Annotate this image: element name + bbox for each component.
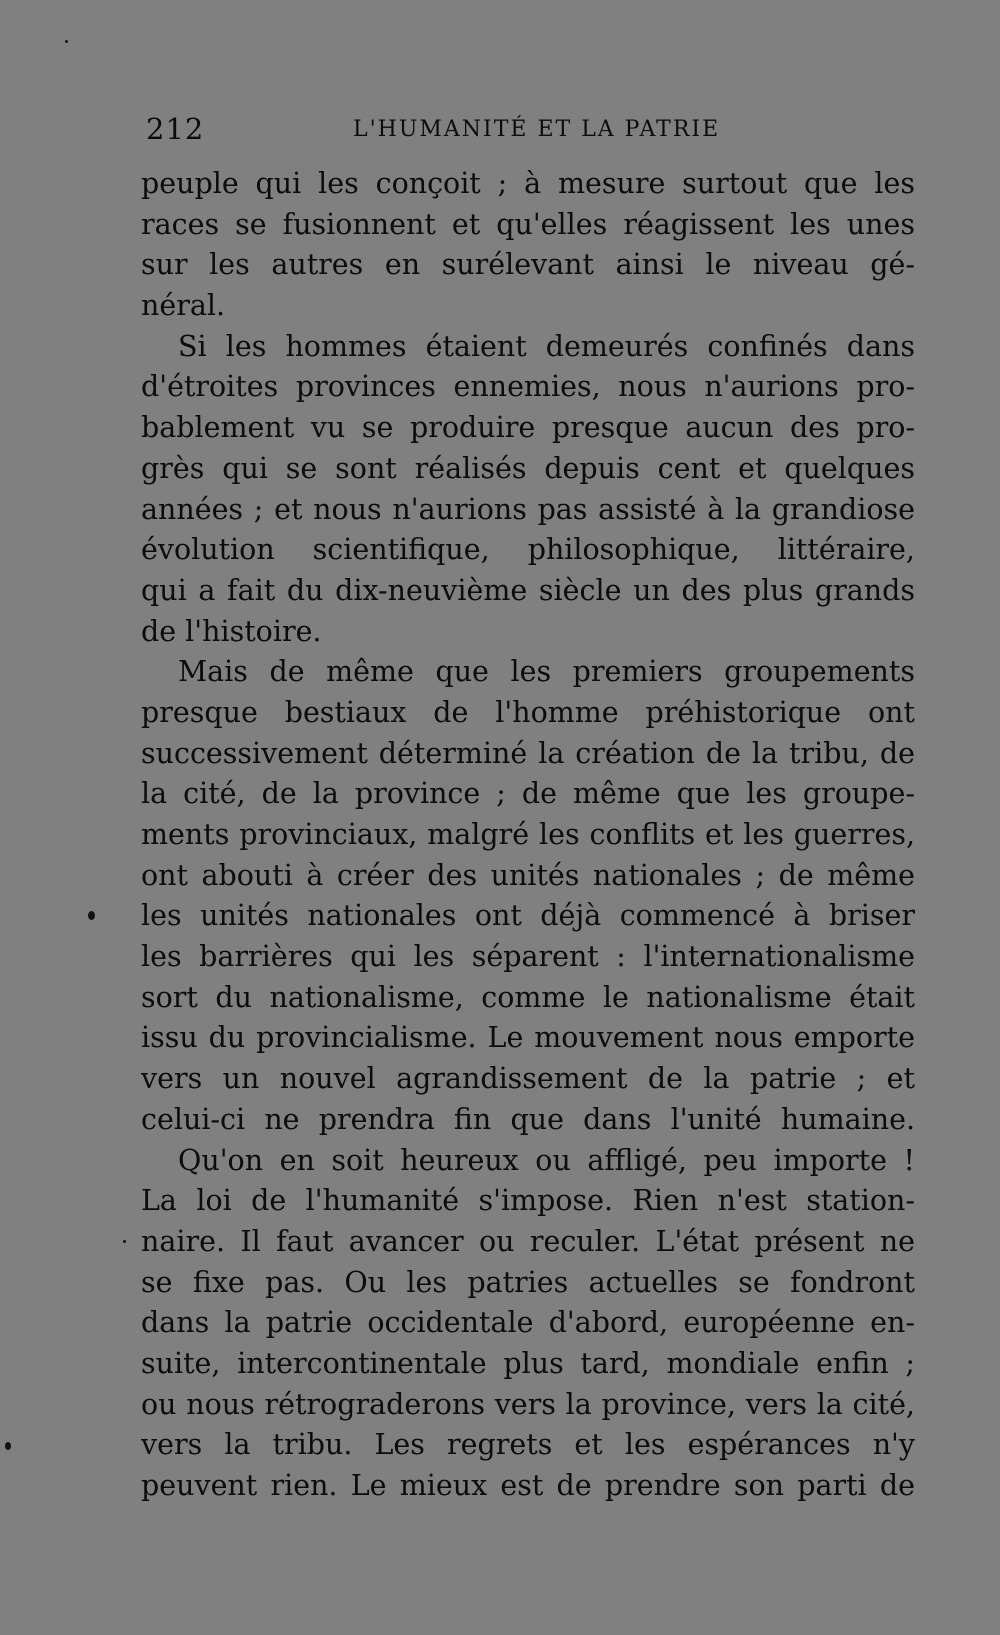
text-line: presque bestiaux de l'homme préhistorique ont [141, 695, 915, 729]
text-line: Si les hommes étaient demeurés confinés dans [178, 329, 915, 363]
text-line: néral. [141, 289, 226, 323]
text-line: se fixe pas. Ou les patries actuelles se fondront [141, 1265, 915, 1299]
text-line: La loi de l'humanité s'impose. Rien n'est station- [141, 1184, 915, 1218]
text-line: successivement déterminé la création de la tribu, de [141, 736, 915, 770]
text-line: suite, intercontinentale plus tard, mondiale enfin ; [141, 1346, 915, 1380]
text-line: issu du provincialisme. Le mouvement nous emporte [141, 1021, 915, 1055]
page-number: 212 [146, 112, 205, 146]
text-line: sur les autres en surélevant ainsi le niveau gé- [141, 248, 915, 282]
text-line: ou nous rétrograderons vers la province, vers la cité, [141, 1387, 915, 1421]
text-line: vers la tribu. Les regrets et les espérances n'y [141, 1428, 915, 1462]
text-line: peuvent rien. Le mieux est de prendre son parti de [141, 1469, 915, 1502]
text-line: vers un nouvel agrandissement de la patrie ; et [141, 1062, 915, 1096]
text-line: les barrières qui les séparent : l'internationalisme [141, 940, 915, 974]
text-line: sort du nationalisme, comme le nationalisme était [141, 980, 915, 1014]
text-line: Mais de même que les premiers groupements [178, 655, 915, 689]
text-line: évolution scientifique, philosophique, littéraire, [141, 533, 915, 567]
text-line: la cité, de la province ; de même que les groupe- [141, 777, 915, 811]
text-line: peuple qui les conçoit ; à mesure surtout que les [141, 167, 915, 200]
text-line: grès qui se sont réalisés depuis cent et quelques [141, 451, 915, 485]
running-title: L'HUMANITÉ ET LA PATRIE [353, 117, 721, 142]
text-line: de l'histoire. [141, 614, 322, 648]
text-line: d'étroites provinces ennemies, nous n'aurions pro- [141, 370, 915, 404]
text-line: Qu'on en soit heureux ou affligé, peu importe ! [178, 1143, 915, 1177]
text-line: années ; et nous n'aurions pas assisté à la grandiose [141, 492, 915, 526]
scan-speck [88, 911, 95, 920]
text-line: ments provinciaux, malgré les conflits et les guerres, [141, 818, 915, 851]
page-header [143, 112, 916, 152]
scan-speck [5, 1442, 11, 1450]
text-line: bablement vu se produire presque aucun des pro- [141, 411, 915, 445]
text-line: celui-ci ne prendra fin que dans l'unité humaine. [141, 1102, 915, 1136]
text-line: races se fusionnent et qu'elles réagissent les unes [141, 207, 915, 241]
scan-speck [123, 1240, 126, 1243]
text-line: qui a fait du dix-neuvième siècle un des plus grands [141, 573, 915, 607]
text-line: dans la patrie occidentale d'abord, européenne en- [141, 1306, 915, 1340]
text-line: les unités nationales ont déjà commencé à briser [141, 899, 915, 933]
text-line: ont abouti à créer des unités nationales ; de même [141, 858, 915, 892]
body-text [141, 164, 915, 1507]
scan-speck [65, 40, 68, 43]
text-line: naire. Il faut avancer ou reculer. L'état présent ne [141, 1224, 915, 1258]
